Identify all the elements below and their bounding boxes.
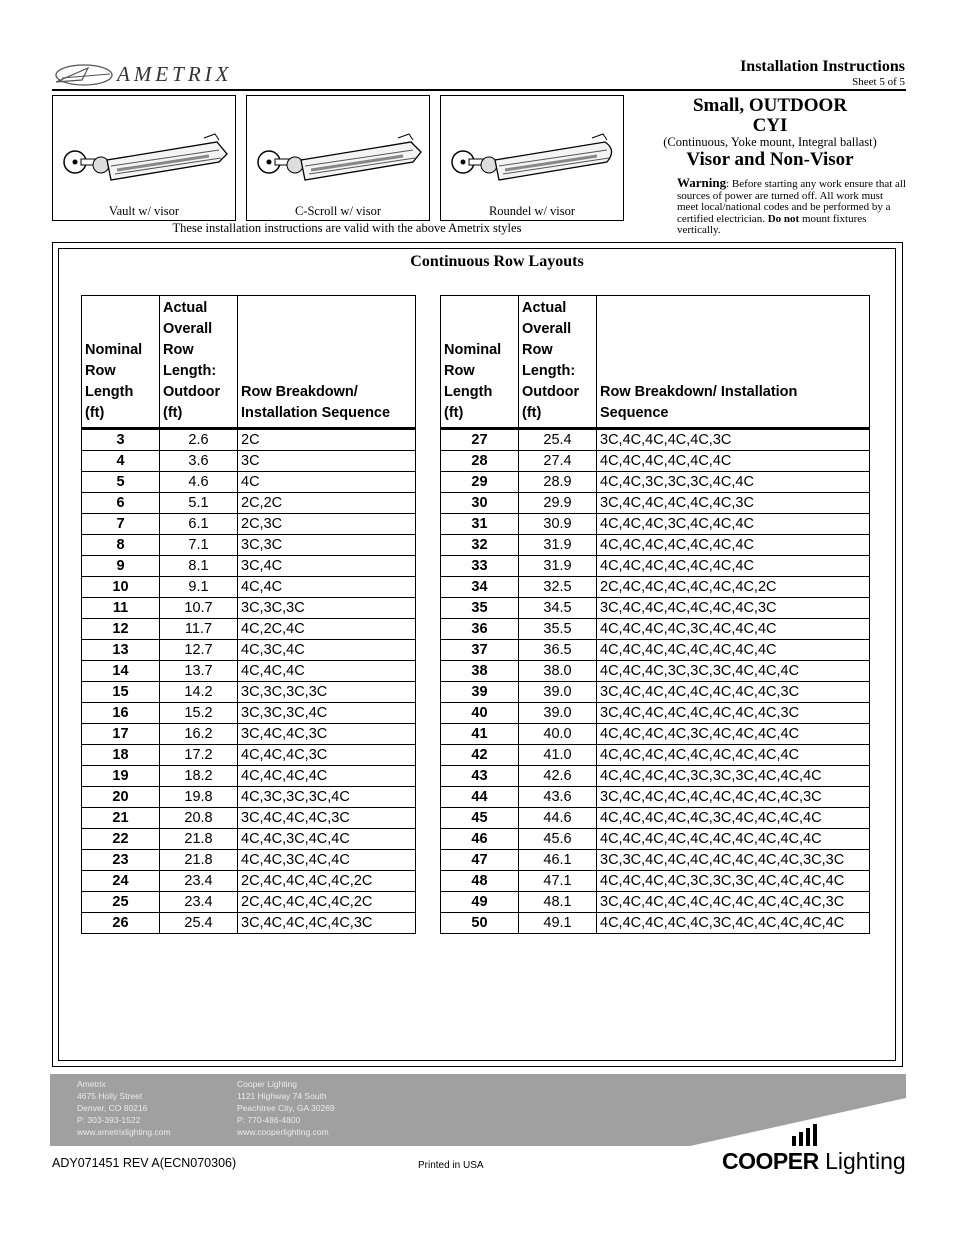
fixture-cscroll	[246, 95, 430, 221]
product-title-line1: Small, OUTDOOR	[692, 95, 848, 116]
actual-length-cell: 29.9	[519, 493, 597, 514]
ametrix-logo-mark	[52, 60, 114, 90]
nominal-length-cell: 23	[82, 850, 160, 871]
table-row	[441, 514, 870, 535]
sheet-number: Sheet 5 of 5	[852, 76, 905, 88]
header-actual: Actual Overall Row Length: Outdoor (ft)	[160, 296, 238, 429]
cooper-logo-light: Lighting	[825, 1148, 906, 1174]
nominal-length-cell: 49	[441, 892, 519, 913]
header-breakdown: Row Breakdown/ Installation Sequence	[597, 296, 870, 429]
nominal-length-cell: 19	[82, 766, 160, 787]
table-row	[441, 472, 870, 493]
nominal-length-cell: 36	[441, 619, 519, 640]
actual-length-cell: 10.7	[160, 598, 238, 619]
actual-length-cell: 8.1	[160, 556, 238, 577]
header-title: Installation Instructions	[740, 58, 905, 75]
breakdown-cell: 3C,4C,4C,4C,4C,4C,4C,4C,4C,4C,3C	[597, 892, 870, 913]
actual-length-cell: 12.7	[160, 640, 238, 661]
breakdown-cell: 4C,4C,4C,4C,4C,4C,4C	[597, 556, 870, 577]
nominal-length-cell: 40	[441, 703, 519, 724]
table-row	[82, 472, 416, 493]
actual-length-cell: 43.6	[519, 787, 597, 808]
table-row	[441, 766, 870, 787]
table-row	[441, 871, 870, 892]
cooper-address	[237, 1078, 335, 1138]
actual-length-cell: 6.1	[160, 514, 238, 535]
nominal-length-cell: 18	[82, 745, 160, 766]
fixture-vault	[52, 95, 236, 221]
actual-length-cell: 39.0	[519, 703, 597, 724]
table-row	[441, 577, 870, 598]
actual-length-cell: 21.8	[160, 850, 238, 871]
table-row	[441, 661, 870, 682]
address-line: 1121 Highway 74 South	[237, 1091, 327, 1101]
document-id: ADY071451 REV A(ECN070306)	[52, 1156, 237, 1170]
breakdown-cell: 4C,4C,4C,4C	[238, 766, 416, 787]
nominal-length-cell: 29	[441, 472, 519, 493]
nominal-length-cell: 46	[441, 829, 519, 850]
nominal-length-cell: 21	[82, 808, 160, 829]
breakdown-cell: 4C	[238, 472, 416, 493]
breakdown-cell: 3C,4C,4C,4C,4C,4C,4C,4C,3C	[597, 703, 870, 724]
address-line: Ametrix	[77, 1079, 106, 1089]
breakdown-cell: 3C,3C,3C,4C	[238, 703, 416, 724]
breakdown-cell: 4C,4C,3C,4C,4C	[238, 829, 416, 850]
actual-length-cell: 48.1	[519, 892, 597, 913]
actual-length-cell: 49.1	[519, 913, 597, 934]
header-nominal: Nominal Row Length (ft)	[441, 296, 519, 429]
nominal-length-cell: 42	[441, 745, 519, 766]
actual-length-cell: 42.6	[519, 766, 597, 787]
actual-length-cell: 3.6	[160, 451, 238, 472]
breakdown-cell: 4C,4C,4C,3C,3C,3C,4C,4C,4C	[597, 661, 870, 682]
actual-length-cell: 16.2	[160, 724, 238, 745]
breakdown-cell: 4C,4C,4C,4C,4C,3C,4C,4C,4C,4C	[597, 808, 870, 829]
actual-length-cell: 18.2	[160, 766, 238, 787]
nominal-length-cell: 13	[82, 640, 160, 661]
warning-label: Warning	[677, 175, 727, 190]
breakdown-cell: 3C,4C,4C,4C,4C,3C	[597, 429, 870, 451]
table-row	[82, 829, 416, 850]
actual-length-cell: 5.1	[160, 493, 238, 514]
table-row	[82, 787, 416, 808]
table-row	[82, 514, 416, 535]
table-row	[441, 535, 870, 556]
nominal-length-cell: 26	[82, 913, 160, 934]
table-row	[441, 913, 870, 934]
warning-note	[677, 177, 907, 237]
breakdown-cell: 4C,3C,3C,3C,4C	[238, 787, 416, 808]
fixture-label: Roundel w/ visor	[488, 204, 576, 218]
table-row	[82, 808, 416, 829]
fixture-label: Vault w/ visor	[108, 204, 180, 218]
table-row	[441, 451, 870, 472]
fixture-illustration	[59, 132, 229, 192]
nominal-length-cell: 16	[82, 703, 160, 724]
ametrix-logo-text: AMETRIX	[117, 62, 233, 86]
nominal-length-cell: 24	[82, 871, 160, 892]
table-row	[82, 429, 416, 451]
breakdown-cell: 4C,4C,4C,4C,3C,3C,3C,4C,4C,4C	[597, 766, 870, 787]
actual-length-cell: 23.4	[160, 871, 238, 892]
actual-length-cell: 14.2	[160, 682, 238, 703]
actual-length-cell: 45.6	[519, 829, 597, 850]
actual-length-cell: 36.5	[519, 640, 597, 661]
table-row	[441, 429, 870, 451]
breakdown-cell: 3C,4C,4C,4C,4C,4C,4C,4C,4C,3C	[597, 787, 870, 808]
table-row	[82, 619, 416, 640]
table-row	[441, 829, 870, 850]
nominal-length-cell: 41	[441, 724, 519, 745]
actual-length-cell: 23.4	[160, 892, 238, 913]
table-row	[441, 619, 870, 640]
row-layout-table-left	[81, 295, 416, 934]
header-rule	[52, 89, 906, 91]
actual-length-cell: 34.5	[519, 598, 597, 619]
breakdown-cell: 3C,4C,4C,4C,4C,4C,4C,4C,3C	[597, 682, 870, 703]
breakdown-cell: 3C,4C,4C,4C,4C,3C	[238, 913, 416, 934]
address-line: www.ametrixlighting.com	[77, 1127, 171, 1137]
nominal-length-cell: 15	[82, 682, 160, 703]
cooper-lighting-logo	[722, 1148, 906, 1175]
breakdown-cell: 4C,3C,4C	[238, 640, 416, 661]
breakdown-cell: 4C,4C,3C,4C,4C	[238, 850, 416, 871]
table-row	[82, 892, 416, 913]
nominal-length-cell: 35	[441, 598, 519, 619]
table-row	[441, 703, 870, 724]
actual-length-cell: 4.6	[160, 472, 238, 493]
header-breakdown: Row Breakdown/ Installation Sequence	[238, 296, 416, 429]
warning-tail: mount fixtures vertically.	[677, 212, 867, 236]
breakdown-cell: 3C,3C	[238, 535, 416, 556]
product-subtitle: (Continuous, Yoke mount, Integral ballast)	[663, 135, 877, 149]
nominal-length-cell: 45	[441, 808, 519, 829]
product-visor-title: Visor and Non-Visor	[686, 149, 854, 170]
breakdown-cell: 3C	[238, 451, 416, 472]
valid-styles-note: These installation instructions are valid with the above Ametrix styles	[172, 221, 522, 235]
table-row	[441, 724, 870, 745]
nominal-length-cell: 32	[441, 535, 519, 556]
nominal-length-cell: 38	[441, 661, 519, 682]
breakdown-cell: 4C,4C,4C,4C,4C,4C,4C	[597, 535, 870, 556]
actual-length-cell: 17.2	[160, 745, 238, 766]
breakdown-cell: 2C,4C,4C,4C,4C,2C	[238, 892, 416, 913]
breakdown-cell: 3C,4C	[238, 556, 416, 577]
nominal-length-cell: 30	[441, 493, 519, 514]
actual-length-cell: 47.1	[519, 871, 597, 892]
breakdown-cell: 3C,4C,4C,4C,4C,4C,3C	[597, 493, 870, 514]
cooper-logo-bold: COOPER	[722, 1148, 819, 1174]
breakdown-cell: 4C,4C,4C,4C,4C,3C,4C,4C,4C,4C,4C	[597, 913, 870, 934]
address-line: P: 303-393-1522	[77, 1115, 141, 1125]
nominal-length-cell: 9	[82, 556, 160, 577]
table-row	[82, 871, 416, 892]
breakdown-cell: 3C,4C,4C,4C,3C	[238, 808, 416, 829]
nominal-length-cell: 48	[441, 871, 519, 892]
actual-length-cell: 38.0	[519, 661, 597, 682]
breakdown-cell: 4C,4C,4C,4C,3C,4C,4C,4C,4C	[597, 724, 870, 745]
nominal-length-cell: 34	[441, 577, 519, 598]
table-row	[441, 640, 870, 661]
nominal-length-cell: 11	[82, 598, 160, 619]
product-title	[636, 96, 904, 136]
breakdown-cell: 2C,4C,4C,4C,4C,4C,4C,2C	[597, 577, 870, 598]
nominal-length-cell: 33	[441, 556, 519, 577]
table-row	[82, 850, 416, 871]
actual-length-cell: 44.6	[519, 808, 597, 829]
breakdown-cell: 2C,3C	[238, 514, 416, 535]
nominal-length-cell: 20	[82, 787, 160, 808]
breakdown-cell: 3C,4C,4C,4C,4C,4C,4C,3C	[597, 598, 870, 619]
nominal-length-cell: 4	[82, 451, 160, 472]
breakdown-cell: 4C,4C,4C,4C,4C,4C,4C,4C,4C	[597, 745, 870, 766]
table-row	[82, 556, 416, 577]
table-row	[82, 724, 416, 745]
breakdown-cell: 3C,3C,4C,4C,4C,4C,4C,4C,4C,3C,3C	[597, 850, 870, 871]
table-row	[82, 661, 416, 682]
nominal-length-cell: 25	[82, 892, 160, 913]
fixture-label: C-Scroll w/ visor	[294, 204, 382, 218]
nominal-length-cell: 22	[82, 829, 160, 850]
breakdown-cell: 4C,4C,3C,3C,3C,4C,4C	[597, 472, 870, 493]
actual-length-cell: 35.5	[519, 619, 597, 640]
actual-length-cell: 11.7	[160, 619, 238, 640]
nominal-length-cell: 47	[441, 850, 519, 871]
nominal-length-cell: 14	[82, 661, 160, 682]
breakdown-cell: 4C,4C,4C,4C,4C,4C,4C,4C,4C,4C	[597, 829, 870, 850]
table-header-row	[441, 296, 870, 429]
actual-length-cell: 13.7	[160, 661, 238, 682]
row-layout-table-right	[440, 295, 870, 934]
nominal-length-cell: 39	[441, 682, 519, 703]
table-row	[82, 577, 416, 598]
actual-length-cell: 41.0	[519, 745, 597, 766]
nominal-length-cell: 17	[82, 724, 160, 745]
actual-length-cell: 25.4	[519, 429, 597, 451]
breakdown-cell: 3C,3C,3C	[238, 598, 416, 619]
breakdown-cell: 2C	[238, 429, 416, 451]
nominal-length-cell: 31	[441, 514, 519, 535]
table-row	[441, 808, 870, 829]
ametrix-address	[77, 1078, 171, 1138]
address-line: Denver, CO 80216	[77, 1103, 148, 1113]
table-row	[82, 493, 416, 514]
actual-length-cell: 28.9	[519, 472, 597, 493]
table-row	[82, 913, 416, 934]
header-nominal: Nominal Row Length (ft)	[82, 296, 160, 429]
nominal-length-cell: 3	[82, 429, 160, 451]
breakdown-cell: 3C,3C,3C,3C	[238, 682, 416, 703]
table-row	[82, 745, 416, 766]
breakdown-cell: 2C,2C	[238, 493, 416, 514]
actual-length-cell: 39.0	[519, 682, 597, 703]
breakdown-cell: 4C,4C	[238, 577, 416, 598]
table-row	[441, 493, 870, 514]
nominal-length-cell: 7	[82, 514, 160, 535]
breakdown-cell: 4C,4C,4C,3C	[238, 745, 416, 766]
actual-length-cell: 27.4	[519, 451, 597, 472]
nominal-length-cell: 8	[82, 535, 160, 556]
nominal-length-cell: 50	[441, 913, 519, 934]
actual-length-cell: 15.2	[160, 703, 238, 724]
actual-length-cell: 19.8	[160, 787, 238, 808]
table-row	[441, 850, 870, 871]
cooper-logo-mark	[792, 1124, 818, 1146]
breakdown-cell: 4C,4C,4C,4C,4C,4C,4C,4C	[597, 640, 870, 661]
actual-length-cell: 21.8	[160, 829, 238, 850]
warning-text: : Before starting any work ensure that all sources of power are turned off. All work must meet local/national codes and be performed by a certified electrician.	[677, 178, 907, 225]
table-row	[82, 766, 416, 787]
header-actual: Actual Overall Row Length: Outdoor (ft)	[519, 296, 597, 429]
address-line: 4675 Holly Street	[77, 1091, 143, 1101]
actual-length-cell: 32.5	[519, 577, 597, 598]
actual-length-cell: 25.4	[160, 913, 238, 934]
breakdown-cell: 4C,4C,4C	[238, 661, 416, 682]
table-row	[441, 598, 870, 619]
product-title-line2: CYI	[752, 115, 788, 136]
actual-length-cell: 31.9	[519, 535, 597, 556]
table-row	[441, 682, 870, 703]
table-row	[82, 451, 416, 472]
table-row	[82, 703, 416, 724]
table-row	[441, 892, 870, 913]
nominal-length-cell: 43	[441, 766, 519, 787]
nominal-length-cell: 37	[441, 640, 519, 661]
actual-length-cell: 46.1	[519, 850, 597, 871]
breakdown-cell: 4C,4C,4C,4C,4C,4C	[597, 451, 870, 472]
nominal-length-cell: 5	[82, 472, 160, 493]
actual-length-cell: 20.8	[160, 808, 238, 829]
nominal-length-cell: 28	[441, 451, 519, 472]
actual-length-cell: 40.0	[519, 724, 597, 745]
fixture-illustration	[253, 132, 423, 192]
table-row	[82, 598, 416, 619]
table-row	[82, 535, 416, 556]
table-row	[82, 682, 416, 703]
fixture-illustration	[447, 132, 617, 192]
breakdown-cell: 4C,2C,4C	[238, 619, 416, 640]
address-line: www.cooperlighting.com	[237, 1127, 329, 1137]
nominal-length-cell: 44	[441, 787, 519, 808]
table-header-row	[82, 296, 416, 429]
actual-length-cell: 7.1	[160, 535, 238, 556]
table-row	[82, 640, 416, 661]
nominal-length-cell: 6	[82, 493, 160, 514]
actual-length-cell: 9.1	[160, 577, 238, 598]
nominal-length-cell: 27	[441, 429, 519, 451]
nominal-length-cell: 10	[82, 577, 160, 598]
table-row	[441, 787, 870, 808]
printed-in: Printed in USA	[418, 1160, 484, 1171]
breakdown-cell: 2C,4C,4C,4C,4C,2C	[238, 871, 416, 892]
breakdown-cell: 4C,4C,4C,4C,3C,4C,4C,4C	[597, 619, 870, 640]
actual-length-cell: 31.9	[519, 556, 597, 577]
address-line: P: 770-486-4800	[237, 1115, 301, 1125]
nominal-length-cell: 12	[82, 619, 160, 640]
table-row	[441, 745, 870, 766]
address-line: Peachtree City, GA 30269	[237, 1103, 335, 1113]
breakdown-cell: 4C,4C,4C,3C,4C,4C,4C	[597, 514, 870, 535]
fixture-roundel	[440, 95, 624, 221]
actual-length-cell: 2.6	[160, 429, 238, 451]
address-line: Cooper Lighting	[237, 1079, 298, 1089]
breakdown-cell: 4C,4C,4C,4C,3C,3C,3C,4C,4C,4C,4C	[597, 871, 870, 892]
section-title: Continuous Row Layouts	[410, 253, 584, 270]
breakdown-cell: 3C,4C,4C,3C	[238, 724, 416, 745]
table-row	[441, 556, 870, 577]
warning-emphasis: Do not	[767, 212, 800, 225]
actual-length-cell: 30.9	[519, 514, 597, 535]
